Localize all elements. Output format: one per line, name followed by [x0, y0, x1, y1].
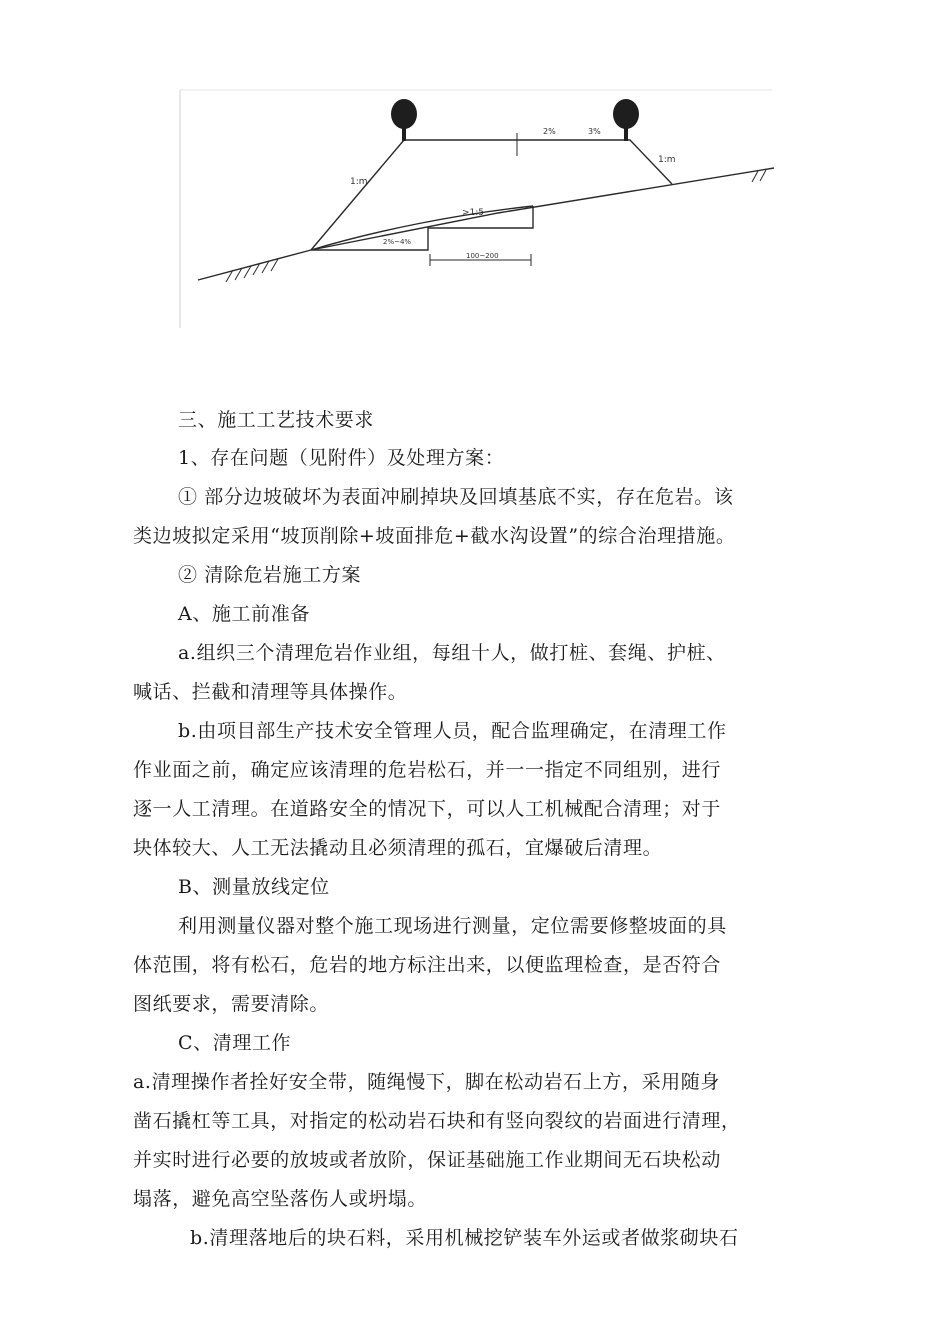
- item-heading: ② 清除危岩施工方案: [178, 564, 362, 586]
- paragraph-line: 利用测量仪器对整个施工现场进行测量，定位需要修整坡面的具: [178, 915, 727, 937]
- paragraph-line: b.由项目部生产技术安全管理人员，配合监理确定，在清理工作: [178, 720, 727, 742]
- bench-slope-label: 2%~4%: [383, 238, 412, 246]
- paragraph-line: 类边坡拟定采用“坡顶削除+坡面排危+截水沟设置”的综合治理措施。: [133, 525, 736, 547]
- embankment-outline: [311, 140, 672, 250]
- paragraph-line: 喊话、拦截和清理等具体操作。: [133, 681, 408, 703]
- cross-section-diagram: [178, 88, 774, 330]
- paragraph-line: ① 部分边坡破坏为表面冲刷掉块及回填基底不实，存在危岩。该: [178, 486, 734, 508]
- item-heading: B、测量放线定位: [178, 876, 330, 898]
- paragraph-line: b.清理落地后的块石料，采用机械挖铲装车外运或者做浆砌块石: [190, 1227, 739, 1249]
- bench-width-label: 100~200: [466, 252, 499, 260]
- ground-slope-label: >1:5: [462, 208, 485, 218]
- ground-line: [198, 168, 774, 280]
- section-heading: 三、施工工艺技术要求: [178, 409, 375, 431]
- item-heading: A、施工前准备: [178, 603, 310, 625]
- tree-icon: [613, 99, 639, 141]
- slope-left-label: 1:m: [350, 177, 368, 187]
- paragraph-line: 块体较大、人工无法撬动且必须清理的孤石，宜爆破后清理。: [133, 837, 663, 859]
- tree-icon: [391, 99, 417, 141]
- paragraph-line: 图纸要求，需要清除。: [133, 993, 330, 1015]
- subsection-heading: 1、存在问题（见附件）及处理方案：: [178, 447, 505, 469]
- slope-right-label: 1:m: [658, 155, 676, 165]
- shoulder-slope-label: 3%: [588, 127, 601, 136]
- ground-hatch-icon: [226, 170, 766, 282]
- crown-slope-label: 2%: [543, 127, 556, 136]
- paragraph-line: 并实时进行必要的放坡或者放阶，保证基础施工作业期间无石块松动: [133, 1149, 722, 1171]
- paragraph-line: 逐一人工清理。在道路安全的情况下，可以人工机械配合清理；对于: [133, 798, 722, 820]
- paragraph-line: a.清理操作者拴好安全带，随绳慢下，脚在松动岩石上方，采用随身: [133, 1071, 720, 1093]
- paragraph-line: a.组织三个清理危岩作业组，每组十人，做打桩、套绳、护桩、: [178, 642, 726, 664]
- item-heading: C、清理工作: [178, 1032, 292, 1054]
- paragraph-line: 体范围，将有松石，危岩的地方标注出来，以便监理检查，是否符合: [133, 954, 722, 976]
- road-cross-section-figure: [178, 88, 774, 330]
- paragraph-line: 塌落，避免高空坠落伤人或坍塌。: [133, 1188, 428, 1210]
- paragraph-line: 凿石撬杠等工具，对指定的松动岩石块和有竖向裂纹的岩面进行清理，: [133, 1110, 741, 1132]
- paragraph-line: 作业面之前，确定应该清理的危岩松石，并一一指定不同组别，进行: [133, 759, 722, 781]
